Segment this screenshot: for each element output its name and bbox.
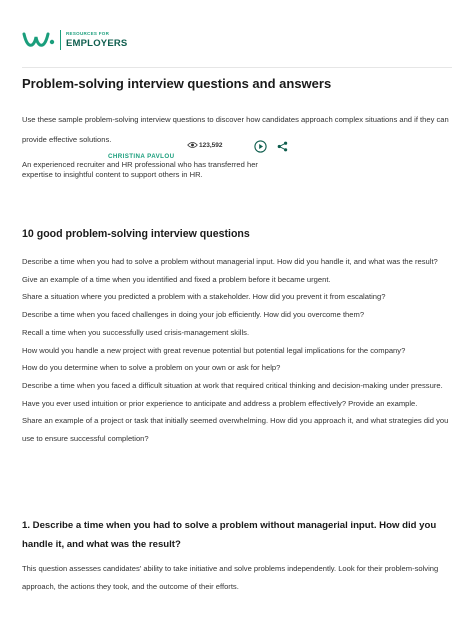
question-item: Describe a time when you had to solve a problem without managerial input. How did you handle it, and what was the result? — [22, 257, 438, 266]
question-item: Describe a time when you faced a difficult situation at work that required critical thinking and decision-making under pressure. — [22, 380, 443, 390]
eye-icon — [187, 141, 198, 149]
site-header — [22, 28, 127, 52]
header-divider — [22, 67, 452, 68]
question-item: Recall a time when you successfully used crisis-management skills. — [22, 327, 250, 337]
brand-small-text: RESOURCES FOR — [66, 31, 110, 36]
questions-list — [22, 253, 462, 448]
question-item: Have you ever used intuition or prior experience to anticipate and address a problem effectively? Provide an example. — [22, 398, 418, 408]
answer-text: This question assesses candidates' ability to take initiative and solve problems independently. Look for their problem-solving approach, the actions they took, and the outcome of their efforts. — [22, 564, 439, 591]
question-item: Give an example of a time when you identified and fixed a problem before it became urgent. — [22, 274, 331, 284]
author-name[interactable]: CHRISTINA PAVLOU — [108, 153, 175, 160]
brand-wordmark — [66, 32, 127, 48]
article-intro: Use these sample problem-solving interview questions to discover how candidates approach complex situations and if they can provide effective solutions. — [22, 115, 449, 144]
brand-logo-icon[interactable] — [22, 30, 56, 50]
share-icon[interactable] — [277, 141, 288, 152]
page-title: Problem-solving interview questions and answers — [22, 76, 332, 91]
views-count — [187, 141, 223, 149]
question-item: How would you handle a new project with great revenue potential but potential legal implications for the company? — [22, 345, 406, 355]
author-bio: An experienced recruiter and HR professional who has transferred her expertise to insightful content to support others in HR. — [22, 160, 258, 179]
play-icon[interactable] — [254, 140, 267, 153]
question-item: Describe a time when you faced challenges in doing your job efficiently. How did you overcome them? — [22, 310, 365, 320]
questions-heading: 10 good problem-solving interview questions — [22, 228, 250, 240]
logo-divider — [60, 30, 61, 50]
brand-big-text: EMPLOYERS — [66, 37, 128, 49]
answer-heading: 1. Describe a time when you had to solve a problem without managerial input. How did you handle it, and what was the result? — [22, 520, 437, 550]
question-item: Share a situation where you predicted a problem with a stakeholder. How did you prevent it from escalating? — [22, 292, 386, 302]
question-item: How do you determine when to solve a problem on your own or ask for help? — [22, 363, 281, 373]
views-count-value: 123,592 — [199, 141, 223, 149]
question-item: Share an example of a project or task that initially seemed overwhelming. How did you approach it, and what strategies did you use to ensure successful completion? — [22, 416, 449, 444]
